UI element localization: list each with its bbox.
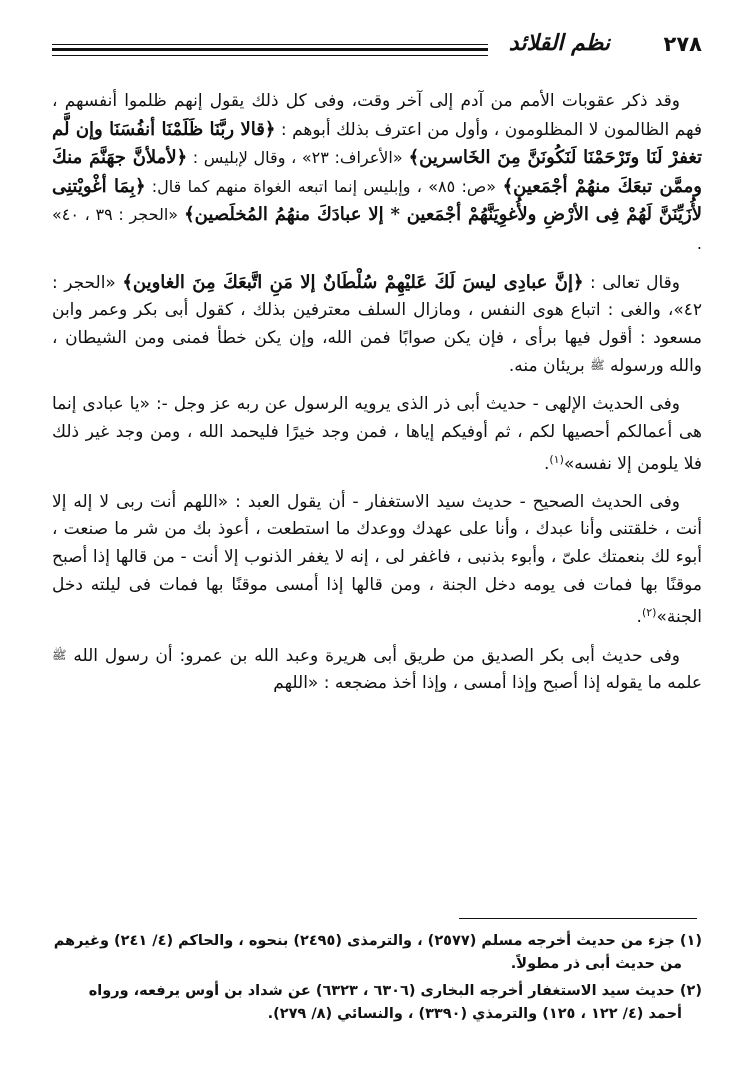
paragraph-4: [52, 489, 702, 632]
text-run: بريئان منه.: [508, 356, 585, 377]
header-rule-thin: [52, 44, 488, 45]
footnote-marker[interactable]: (١): [549, 453, 564, 467]
body-text: [52, 88, 702, 708]
text-run: «الحجر : ٣٩ ، ٤٠» .: [52, 205, 702, 253]
quran-verse: ﴿قالا ربَّنَا ظَلَمْنَا أنفُسَنَا وإن لَّم تغفرْ لَنَا وتَرْحَمْنَا لَنَكُونَنَّ مِنَ الخَاسرين﴾: [52, 118, 703, 169]
salutation-glyph: ﷺ: [590, 358, 605, 373]
paragraph-3: [52, 391, 702, 479]
page-number: ٢٧٨: [663, 32, 702, 56]
text-run: «ص: ٨٥» ، وإبليس إنما اتبعه الغواة منهم كما قال:: [145, 176, 497, 196]
footnote-marker[interactable]: (٢): [641, 606, 657, 620]
paragraph-5: [52, 642, 702, 698]
text-run: علمه ما يقوله إذا أصبح وإذا أمسى ، وإذا أخذ مضجعه : «اللهم: [273, 673, 702, 694]
text-run: .: [636, 607, 642, 628]
text-run: وقال تعالى :: [583, 272, 681, 293]
quran-verse: ﴿بِمَا أغْويْتنِى لأُزَيِّنَنَّ لَهُمْ فِى الأرْضِ ولأُغوِيَنَّهُمْ أجْمَعين * إلا عبادَكَ منهُمُ المُخلَصين﴾: [52, 175, 702, 226]
footnote-1: (١) جزء من حديث أخرجه مسلم (٢٥٧٧) ، والترمذى (٢٤٩٥) بنحوه ، والحاكم (٤/ ٢٤١) وغيرهم من حديث أبى ذر مطولاً.: [53, 933, 702, 972]
text-run: «الأعراف: ٢٣» ، وقال لإبليس :: [187, 148, 403, 168]
running-title: نظم القلائد: [508, 30, 610, 56]
footnote-separator: [459, 918, 697, 919]
text-run: .: [543, 454, 550, 475]
paragraph-2: [52, 269, 702, 381]
text-run: وفى حديث أبى بكر الصديق من طريق أبى هريرة وعبد الله بن عمرو: أن رسول الله: [66, 645, 680, 666]
text-run: وقد ذكر عقوبات الأمم من آدم إلى آخر وقت، وفى كل ذلك يقول إنهم ظلموا أنفسهم ، فهم الظالمون لا المظلومون ، وأول من اعترف بذلك أبوهم :: [52, 91, 702, 140]
salutation-glyph: ﷺ: [52, 647, 67, 662]
paragraph-1: [52, 88, 702, 259]
text-run: وفى الحديث الصحيح - حديث سيد الاستغفار - أن يقول العبد : «اللهم أنت ربى لا إله إلا أنت ، خلقتنى وأنا عبدك ، وأنا على عهدك ووعدك ما استطعت ، أعوذ بك من شر ما صنعت ، أبوء لك بنعمتك علىّ ، وأبوء بذنبى ، فاغفر لى ، إنه لا يغفر الذنوب إلا أنت - من قالها إذا أصبح موقنًا بها فمات فى يومه دخل الجنة ، ومن قالها إذا أمسى موقنًا بها فمات فى ليلته دخل الجنة»: [52, 491, 702, 628]
footnotes: [52, 930, 702, 1030]
text-run: «الحجر : ٤٢»، والغى : اتباع هوى النفس ، ومازال السلف معترفين بذلك ، كقول أبى بكر وعمر وابن مسعود : أقول فيها برأى ، فإن يكن صوابًا فمن الله، وإن يكن خطأ فمنى ومن الشيطان ، والله ورسوله: [52, 272, 702, 377]
page-header: [52, 30, 702, 70]
header-rule: [52, 48, 488, 56]
footnote-2: (٢) حديث سيد الاستغفار أخرجه البخارى (٦٣٠٦ ، ٦٣٢٣) عن شداد بن أوس يرفعه، ورواه أحمد (٤/ ١٢٢ ، ١٢٥) والترمذي (٣٣٩٠) ، والنسائي (٨/ ٢٧٩).: [88, 983, 702, 1022]
text-run: وفى الحديث الإلهى - حديث أبى ذر الذى يرويه الرسول عن ربه عز وجل -: «يا عبادى إنما هى أعمالكم أحصيها لكم ، ثم أوفيكم إياها ، فمن وجد خيرًا فليحمد الله ، ومن وجد غير ذلك فلا يلومن إلا نفسه»: [52, 393, 702, 475]
quran-verse: ﴿إنَّ عبادِى ليسَ لَكَ عَليْهِمْ سُلْطَانٌ إلا مَنِ اتَّبعَكَ مِنَ الغاوين﴾: [122, 271, 584, 293]
quran-verse: ﴿لأملأنَّ جهَنَّمَ منكَ وممَّن تبعَكَ منهُمْ أجْمَعين﴾: [52, 147, 702, 197]
